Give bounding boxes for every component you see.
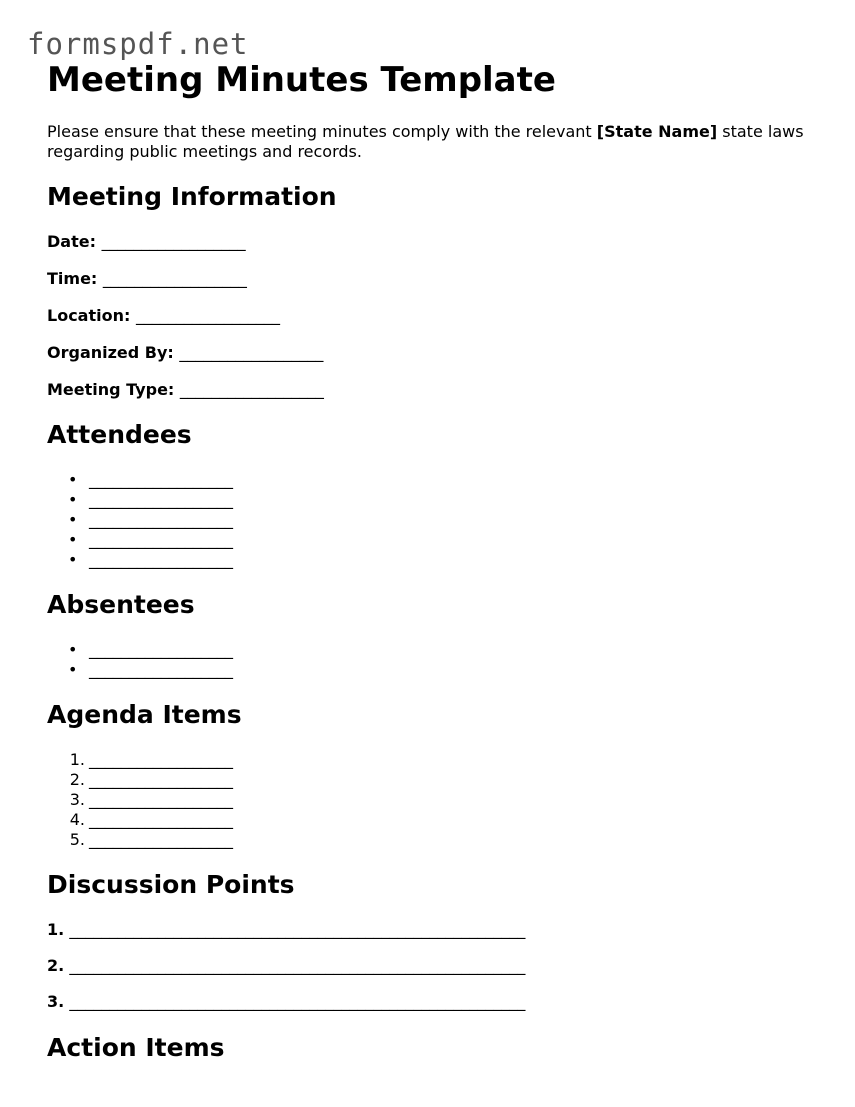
bullet-icon: • bbox=[68, 470, 78, 489]
attendee-blank[interactable]: __________________ bbox=[89, 510, 233, 529]
bullet-icon: • bbox=[68, 490, 78, 509]
absentees-list bbox=[47, 640, 827, 680]
agenda-items-heading: Agenda Items bbox=[47, 700, 242, 729]
discussion-blank[interactable]: _________________________________________________________ bbox=[69, 920, 526, 939]
agenda-blank[interactable]: __________________ bbox=[89, 790, 233, 809]
attendee-blank[interactable]: __________________ bbox=[89, 530, 233, 549]
attendee-blank[interactable]: __________________ bbox=[89, 470, 233, 489]
agenda-number: 2. bbox=[69, 770, 85, 789]
discussion-points-heading: Discussion Points bbox=[47, 870, 295, 899]
intro-text-before: Please ensure that these meeting minutes comply with the relevant bbox=[47, 122, 597, 141]
discussion-number: 1. bbox=[47, 920, 65, 939]
attendee-item bbox=[47, 510, 827, 530]
location-blank[interactable]: __________________ bbox=[135, 306, 280, 325]
agenda-item bbox=[47, 750, 827, 770]
attendee-item bbox=[47, 550, 827, 570]
time-field bbox=[47, 269, 827, 289]
attendees-list bbox=[47, 470, 827, 570]
meeting-type-blank[interactable]: __________________ bbox=[179, 380, 324, 399]
agenda-blank[interactable]: __________________ bbox=[89, 830, 233, 849]
meeting-type-label: Meeting Type: bbox=[47, 380, 175, 399]
agenda-blank[interactable]: __________________ bbox=[89, 750, 233, 769]
attendee-item bbox=[47, 470, 827, 490]
intro-state-name: [State Name] bbox=[596, 122, 718, 141]
time-label: Time: bbox=[47, 269, 98, 288]
agenda-item bbox=[47, 830, 827, 850]
agenda-number: 1. bbox=[69, 750, 85, 769]
agenda-blank[interactable]: __________________ bbox=[89, 770, 233, 789]
agenda-blank[interactable]: __________________ bbox=[89, 810, 233, 829]
intro-text-after: state laws regarding public meetings and records. bbox=[47, 122, 804, 161]
date-field bbox=[47, 232, 827, 252]
agenda-item bbox=[47, 810, 827, 830]
time-blank[interactable]: __________________ bbox=[102, 269, 247, 288]
watermark-logo: formspdf.net bbox=[27, 27, 249, 61]
location-label: Location: bbox=[47, 306, 131, 325]
bullet-icon: • bbox=[68, 550, 78, 569]
agenda-item bbox=[47, 790, 827, 810]
bullet-icon: • bbox=[68, 640, 78, 659]
intro-paragraph bbox=[47, 122, 827, 162]
absentee-blank[interactable]: __________________ bbox=[89, 640, 233, 659]
discussion-point bbox=[47, 956, 827, 976]
attendee-item bbox=[47, 490, 827, 510]
agenda-list bbox=[47, 750, 827, 850]
attendees-heading: Attendees bbox=[47, 420, 192, 449]
agenda-number: 4. bbox=[69, 810, 85, 829]
absentee-item bbox=[47, 660, 827, 680]
meeting-information-heading: Meeting Information bbox=[47, 182, 337, 211]
absentee-item bbox=[47, 640, 827, 660]
organized-by-blank[interactable]: __________________ bbox=[179, 343, 324, 362]
discussion-blank[interactable]: _________________________________________________________ bbox=[69, 992, 526, 1011]
bullet-icon: • bbox=[68, 530, 78, 549]
attendee-item bbox=[47, 530, 827, 550]
page-title: Meeting Minutes Template bbox=[47, 60, 556, 100]
attendee-blank[interactable]: __________________ bbox=[89, 550, 233, 569]
date-blank[interactable]: __________________ bbox=[101, 232, 246, 251]
organized-by-field bbox=[47, 343, 827, 363]
date-label: Date: bbox=[47, 232, 96, 251]
discussion-number: 3. bbox=[47, 992, 65, 1011]
organized-by-label: Organized By: bbox=[47, 343, 174, 362]
absentee-blank[interactable]: __________________ bbox=[89, 660, 233, 679]
discussion-blank[interactable]: _________________________________________________________ bbox=[69, 956, 526, 975]
action-items-heading: Action Items bbox=[47, 1033, 225, 1062]
agenda-number: 3. bbox=[69, 790, 85, 809]
attendee-blank[interactable]: __________________ bbox=[89, 490, 233, 509]
agenda-item bbox=[47, 770, 827, 790]
discussion-number: 2. bbox=[47, 956, 65, 975]
meeting-type-field bbox=[47, 380, 827, 400]
agenda-number: 5. bbox=[69, 830, 85, 849]
discussion-point bbox=[47, 992, 827, 1012]
bullet-icon: • bbox=[68, 660, 78, 679]
discussion-point bbox=[47, 920, 827, 940]
absentees-heading: Absentees bbox=[47, 590, 195, 619]
document-body bbox=[47, 60, 827, 1063]
bullet-icon: • bbox=[68, 510, 78, 529]
location-field bbox=[47, 306, 827, 326]
